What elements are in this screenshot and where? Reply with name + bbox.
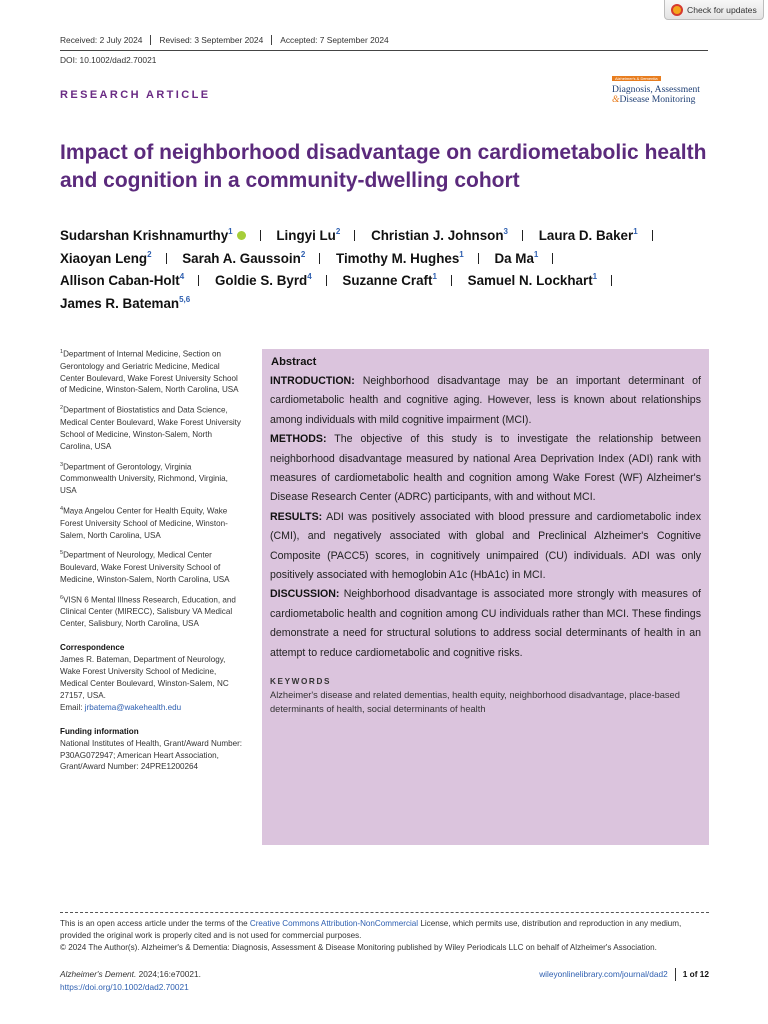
affiliation: [60, 548, 246, 585]
author-separator: [652, 230, 653, 241]
author-name: Allison Caban-Holt: [60, 273, 180, 289]
affiliation-number: 3: [60, 461, 64, 468]
author[interactable]: [494, 251, 565, 266]
abstract-section-text: Neighborhood disadvantage is associated more strongly with measures of cardiometabolic health and cognition among CU individuals rather than MCI. These findings demonstrate a need for structural solutions to address social determinants of health in an attempt to reduce cardiometabolic and cognitive risks.: [270, 588, 701, 659]
article-dates: [60, 35, 397, 45]
revised-date: Revised: 3 September 2024: [150, 35, 271, 45]
affiliations-column: [60, 347, 246, 785]
footer-doi-link[interactable]: https://doi.org/10.1002/dad2.70021: [60, 982, 189, 992]
affiliation-text: Department of Neurology, Medical Center Boulevard, Wake Forest University School of Medicine, Winston-Salem, North Carolina, USA: [60, 551, 230, 584]
affiliation-number: 6: [60, 594, 64, 601]
author-separator: [478, 253, 479, 264]
journal-logo-tag: Alzheimer's & Dementia: [612, 76, 661, 81]
author[interactable]: [371, 228, 535, 243]
affiliation: [60, 504, 246, 541]
author[interactable]: [468, 273, 624, 288]
keywords-text: Alzheimer's disease and related dementias, health equity, neighborhood disadvantage, place-based determinants of health, social determinants of health: [270, 690, 680, 715]
abstract-heading: Abstract: [271, 356, 317, 368]
author-affiliation-mark[interactable]: 1: [228, 227, 233, 236]
footer-citation: 2024;16:e70021.: [136, 969, 201, 979]
affiliation-number: 2: [60, 405, 64, 412]
journal-logo: [612, 67, 708, 105]
author-name: Samuel N. Lockhart: [467, 273, 593, 289]
author[interactable]: [182, 251, 332, 266]
check-updates-icon: [671, 4, 683, 16]
journal-logo-line2: Disease Monitoring: [619, 94, 696, 105]
author-name: Sudarshan Krishnamurthy: [60, 228, 229, 243]
author-name: Christian J. Johnson: [371, 228, 504, 243]
author-name: Sarah A. Gaussoin: [182, 250, 301, 266]
email-link[interactable]: jrbatema@wakehealth.edu: [84, 702, 182, 712]
affiliation: [60, 403, 246, 452]
author-affiliation-mark[interactable]: 1: [459, 249, 464, 259]
correspondence-heading: Correspondence: [60, 643, 125, 653]
author-name: Suzanne Craft: [342, 273, 433, 289]
page-number: 1 of 12: [682, 969, 709, 979]
author-name: Laura D. Baker: [538, 228, 634, 243]
funding-text: National Institutes of Health, Grant/Award Number: P30AG072947; American Heart Association, Grant/Award Number: 24PRE1200264: [60, 738, 243, 772]
author-separator: [354, 230, 355, 241]
orcid-icon[interactable]: [237, 231, 246, 240]
abstract-section-label: DISCUSSION:: [270, 588, 340, 601]
author[interactable]: [336, 251, 491, 266]
affiliation: [60, 347, 246, 396]
email-label: Email:: [60, 702, 85, 712]
author-name: Goldie S. Byrd: [214, 273, 308, 289]
affiliation-number: 5: [60, 550, 64, 557]
funding-heading: Funding information: [60, 726, 139, 736]
author[interactable]: [276, 228, 367, 243]
author[interactable]: [60, 273, 211, 288]
author[interactable]: [60, 296, 190, 311]
author-name: Da Ma: [494, 250, 534, 266]
abstract-section: [270, 372, 701, 430]
keywords-heading: KEYWORDS: [270, 677, 332, 687]
abstract-box: [262, 349, 709, 845]
footer-journal: Alzheimer's Dement.: [60, 969, 137, 979]
copyright-text: © 2024 The Author(s). Alzheimer's & Dementia: Diagnosis, Assessment & Disease Monitoring published by Wiley Periodicals LLC on behalf of Alzheimer's Association.: [60, 943, 657, 952]
license-pre: This is an open access article under the terms of the: [60, 919, 250, 928]
abstract-section-text: Neighborhood disadvantage may be an important determinant of cardiometabolic health and cognitive aging. However, less is known about relationships among individuals with mild cognitive impairment (MCI).: [270, 375, 701, 426]
author-affiliation-mark[interactable]: 5,6: [179, 294, 191, 304]
affiliation-number: 1: [60, 349, 64, 355]
author-affiliation-mark[interactable]: 4: [307, 272, 312, 282]
affiliation-text: VISN 6 Mental Illness Research, Education, and Clinical Center (MIRECC), Salisbury VA Medical Center, Salisbury, North Carolina, USA: [60, 595, 236, 629]
affiliation-number: 4: [60, 506, 64, 513]
author[interactable]: [342, 273, 463, 288]
author-list: [60, 225, 710, 315]
author-name: Xiaoyan Leng: [60, 250, 148, 266]
author-separator: [319, 253, 320, 264]
abstract-section: [270, 508, 701, 586]
article-title: Impact of neighborhood disadvantage on cardiometabolic health and cognition in a community-dwelling cohort: [60, 141, 707, 192]
author-name: Timothy M. Hughes: [336, 250, 460, 266]
affiliation-text: Maya Angelou Center for Health Equity, Wake Forest University School of Medicine, Winston-Salem, North Carolina, USA: [60, 506, 228, 540]
license-post: License, which permits use, distribution and reproduction in any medium, provided the original work is properly cited and is not used for commercial purposes.: [60, 919, 682, 940]
author-separator: [522, 230, 523, 241]
doi-text: DOI: 10.1002/dad2.70021: [60, 55, 157, 65]
author[interactable]: [539, 228, 665, 243]
author-affiliation-mark[interactable]: 1: [533, 249, 539, 259]
author-affiliation-mark[interactable]: 4: [179, 272, 185, 282]
author-separator: [451, 275, 452, 286]
abstract-section: [270, 430, 701, 508]
affiliation-text: Department of Internal Medicine, Section on Gerontology and Geriatric Medicine, Medical Center Boulevard, Wake Forest University School of Medicine, Winston-Salem, North Carolina, USA: [60, 349, 239, 395]
check-for-updates-button[interactable]: [664, 0, 764, 20]
license-link[interactable]: Creative Commons Attribution-NonCommercial: [249, 919, 419, 928]
author[interactable]: [60, 228, 273, 243]
abstract-section-text: The objective of this study is to investigate the relationship between neighborhood disadvantage measured by national Area Deprivation Index (ADI) rank with measures of cardiometabolic health and cognition among Wake Forest (WF) Alzheimer's Disease Research Center (ADRC) participants, with and without MCI.: [270, 433, 701, 504]
article-type-label: RESEARCH ARTICLE: [60, 89, 211, 101]
affiliation-text: Department of Gerontology, Virginia Commonwealth University, Richmond, Virginia, USA: [60, 462, 228, 496]
author-affiliation-mark[interactable]: 2: [335, 227, 341, 236]
author-separator: [326, 275, 327, 286]
received-date: Received: 2 July 2024: [60, 35, 143, 45]
correspondence-text: James R. Bateman, Department of Neurology, Wake Forest University School of Medicine, Medical Center Boulevard, Winston-Salem, NC 27157, USA.: [60, 655, 229, 700]
affiliation-text: Department of Biostatistics and Data Science, Medical Center Boulevard, Wake Forest University School of Medicine, Winston-Salem, North Carolina, USA: [60, 406, 241, 451]
author-name: James R. Bateman: [60, 295, 180, 311]
author-separator: [198, 275, 199, 286]
author-affiliation-mark[interactable]: 1: [432, 272, 437, 282]
license-notice: [60, 912, 709, 954]
author-separator: [552, 253, 553, 264]
author-affiliation-mark[interactable]: 1: [592, 272, 598, 282]
accepted-date: Accepted: 7 September 2024: [271, 35, 396, 45]
abstract-section: [270, 585, 701, 663]
affiliation: [60, 593, 246, 630]
author-separator: [166, 253, 167, 264]
abstract-section-label: INTRODUCTION:: [270, 375, 355, 387]
author-affiliation-mark[interactable]: 2: [147, 249, 152, 259]
author-separator: [611, 275, 612, 286]
author-affiliation-mark[interactable]: 1: [633, 227, 638, 236]
header-divider: [60, 50, 708, 51]
affiliation: [60, 460, 246, 497]
author-affiliation-mark[interactable]: 3: [503, 227, 508, 236]
abstract-section-text: ADI was positively associated with blood pressure and cardiometabolic index (CMI), and negatively associated with global and Preclinical Alzheimer's Cognitive Composite (PACC5) scores, in cognitively unimpaired (CU) individuals. ADI was only positively associated with hemoglobin A1c (HbA1c) in MCI.: [270, 510, 701, 582]
author[interactable]: [60, 251, 179, 266]
abstract-section-label: METHODS:: [270, 433, 327, 446]
author-separator: [260, 230, 261, 241]
author[interactable]: [215, 273, 339, 288]
footer-site-link[interactable]: wileyonlinelibrary.com/journal/dad2: [539, 968, 676, 981]
abstract-section-label: RESULTS:: [270, 510, 323, 523]
check-updates-label: Check for updates: [687, 4, 757, 15]
author-affiliation-mark[interactable]: 2: [300, 249, 306, 259]
journal-logo-amp: &: [612, 94, 620, 105]
author-name: Lingyi Lu: [276, 228, 336, 243]
journal-logo-line1: Diagnosis, Assessment: [612, 84, 700, 95]
